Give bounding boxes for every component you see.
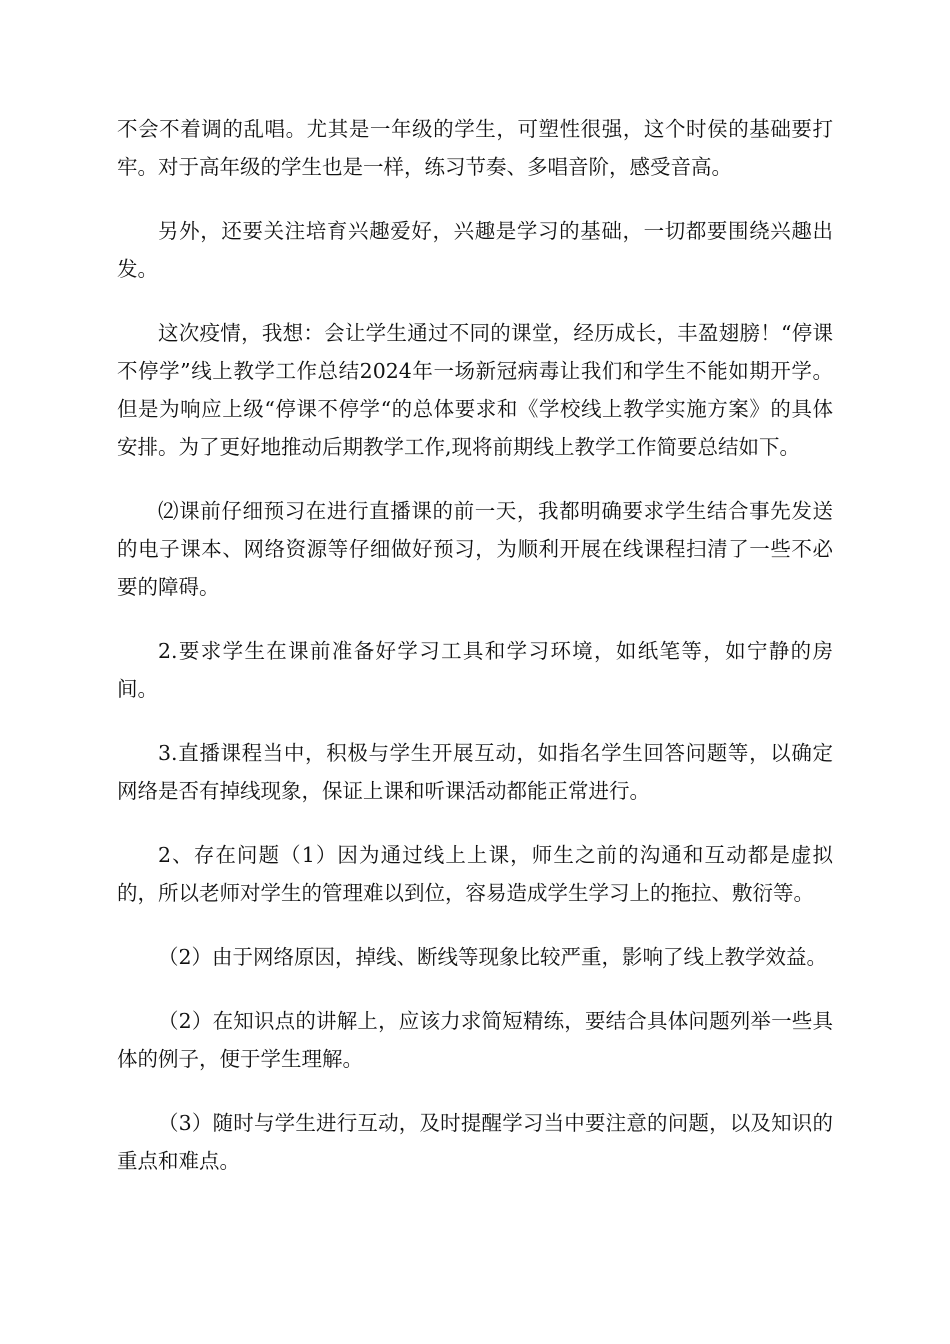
paragraph-item-2: 2.要求学生在课前准备好学习工具和学习环境，如纸笔等，如宁静的房间。 bbox=[117, 639, 833, 701]
paragraph-epidemic-summary: 这次疫情，我想：会让学生通过不同的课堂，经历成长，丰盈翅膀！“停课不停学”线上教学工作总结2024年一场新冠病毒让我们和学生不能如期开学。但是为响应上级“停课不停学“的总体要求和《学校线上教学实施方案》的具体安排。为了更好地推动后期教学工作,现将前期线上教学工作简要总结如下。 bbox=[117, 321, 833, 459]
document-body bbox=[117, 110, 833, 1206]
paragraph-interaction: （3）随时与学生进行互动，及时提醒学习当中要注意的问题，以及知识的重点和难点。 bbox=[117, 1111, 833, 1173]
paragraph-item-3: 3.直播课程当中，积极与学生开展互动，如指名学生回答问题等，以确定网络是否有掉线现象，保证上课和听课活动都能正常进行。 bbox=[117, 741, 833, 803]
paragraph-network-issue: （2）由于网络原因，掉线、断线等现象比较严重，影响了线上教学效益。 bbox=[158, 945, 828, 969]
paragraph-problems: 2、存在问题（1）因为通过线上上课，师生之前的沟通和互动都是虚拟的，所以老师对学生的管理难以到位，容易造成学生学习上的拖拉、敷衍等。 bbox=[117, 843, 833, 905]
paragraph-continuation: 不会不着调的乱唱。尤其是一年级的学生，可塑性很强，这个时侯的基础要打牢。对于高年级的学生也是一样，练习节奏、多唱音阶，感受音高。 bbox=[117, 117, 833, 179]
paragraph-preview: ⑵课前仔细预习在进行直播课的前一天，我都明确要求学生结合事先发送的电子课本、网络资源等仔细做好预习，为顺利开展在线课程扫清了一些不必要的障碍。 bbox=[117, 499, 833, 599]
paragraph-interest: 另外，还要关注培育兴趣爱好，兴趣是学习的基础，一切都要围绕兴趣出发。 bbox=[117, 219, 833, 281]
paragraph-knowledge-points: （2）在知识点的讲解上，应该力求简短精练，要结合具体问题列举一些具体的例子，便于学生理解。 bbox=[117, 1009, 833, 1071]
